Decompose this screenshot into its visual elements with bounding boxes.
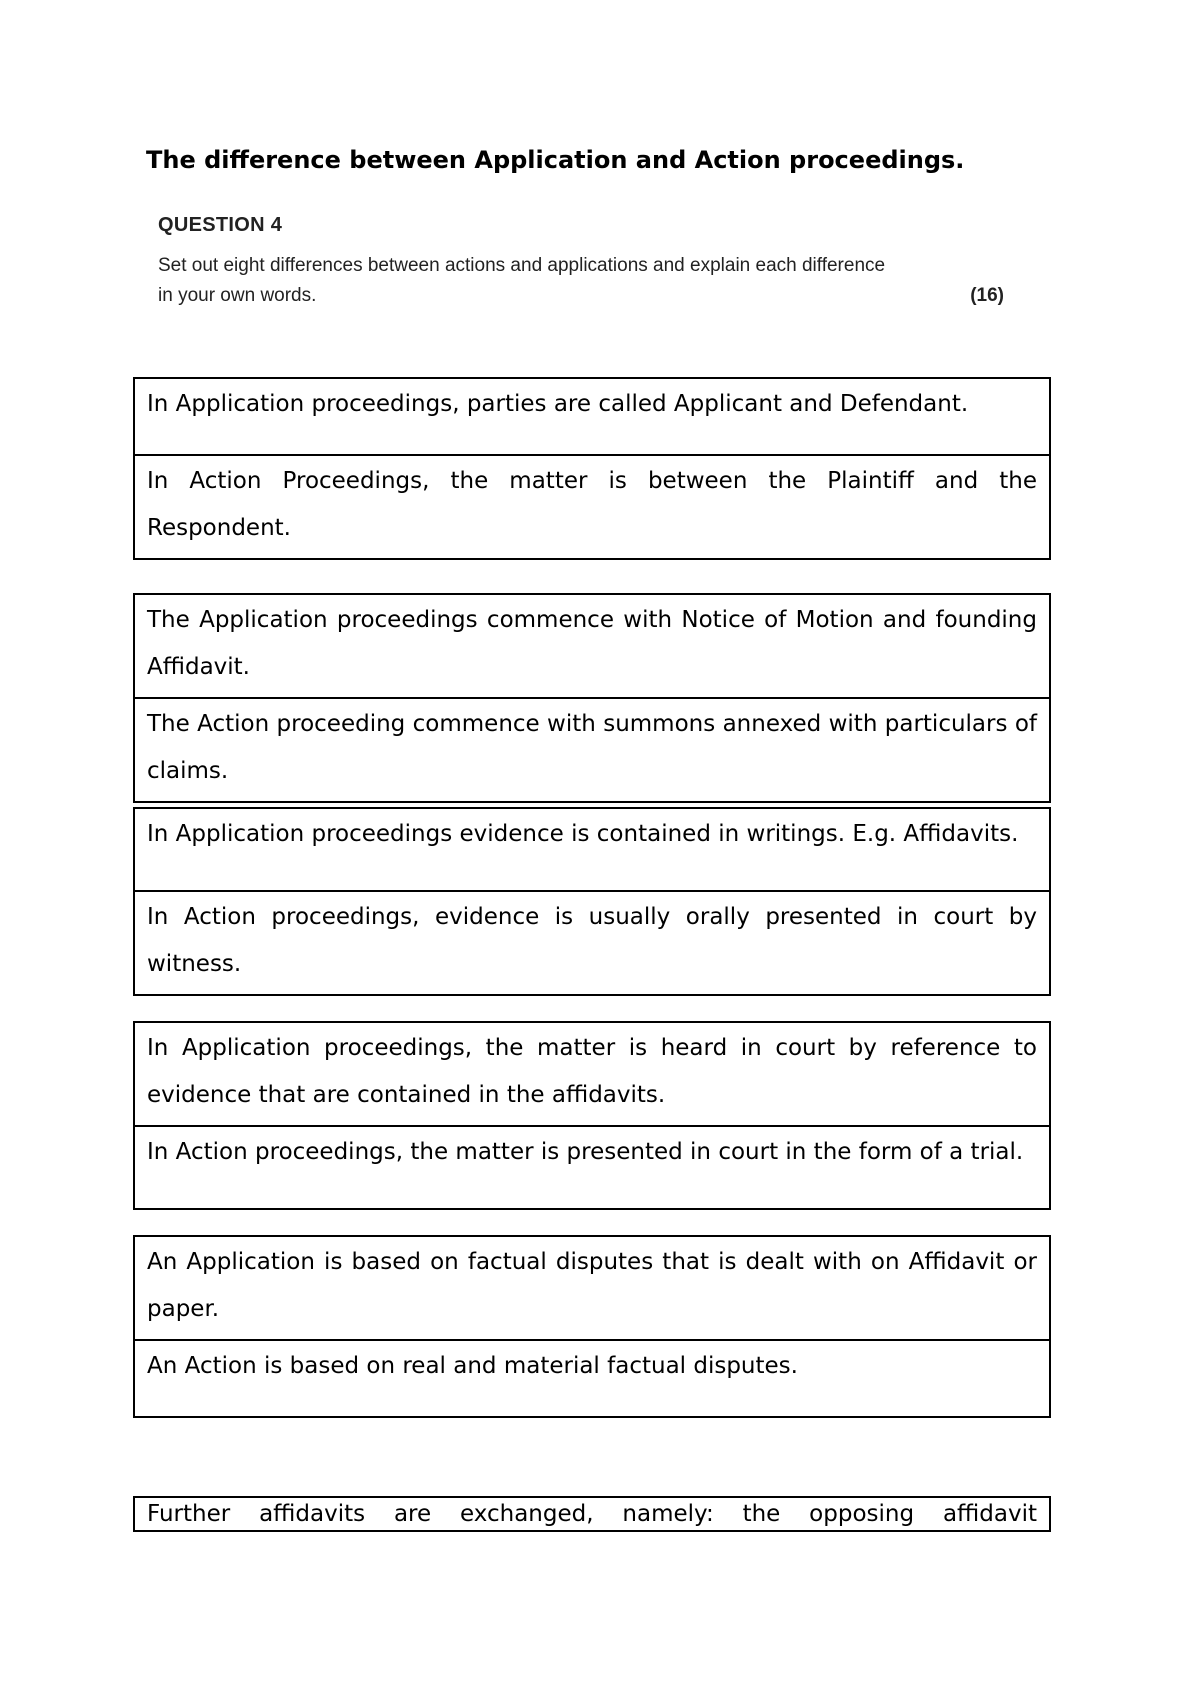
page-title: The difference between Application and Action proceedings. xyxy=(146,146,965,174)
application-cell: An Application is based on factual disputes that is dealt with on Affidavit or paper. xyxy=(134,1236,1050,1340)
difference-table-1 xyxy=(133,377,1051,560)
action-cell: An Action is based on real and material factual disputes. xyxy=(134,1340,1050,1417)
application-cell: The Application proceedings commence with Notice of Motion and founding Affidavit. xyxy=(134,594,1050,698)
difference-table-2 xyxy=(133,593,1051,803)
question-excerpt xyxy=(158,214,1014,311)
difference-table-3 xyxy=(133,807,1051,996)
continued-cell: Further affidavits are exchanged, namely: the opposing affidavit xyxy=(134,1497,1050,1531)
question-text-line-2-row xyxy=(158,281,1014,311)
action-cell: In Action proceedings, evidence is usually orally presented in court by witness. xyxy=(134,891,1050,995)
difference-table-6 xyxy=(133,1496,1051,1532)
question-text-line-2: in your own words. xyxy=(158,285,317,306)
action-cell: The Action proceeding commence with summons annexed with particulars of claims. xyxy=(134,698,1050,802)
application-cell: In Application proceedings, the matter is heard in court by reference to evidence that are contained in the affidavits. xyxy=(134,1022,1050,1126)
action-cell: In Action Proceedings, the matter is between the Plaintiff and the Respondent. xyxy=(134,455,1050,559)
application-cell: In Application proceedings, parties are called Applicant and Defendant. xyxy=(134,378,1050,455)
difference-table-5 xyxy=(133,1235,1051,1418)
question-heading: QUESTION 4 xyxy=(158,214,283,236)
difference-table-4 xyxy=(133,1021,1051,1210)
application-cell: In Application proceedings evidence is contained in writings. E.g. Affidavits. xyxy=(134,808,1050,891)
question-text-line-1: Set out eight differences between actions and applications and explain each difference xyxy=(158,255,886,276)
question-marks: (16) xyxy=(970,285,1004,306)
action-cell: In Action proceedings, the matter is presented in court in the form of a trial. xyxy=(134,1126,1050,1209)
